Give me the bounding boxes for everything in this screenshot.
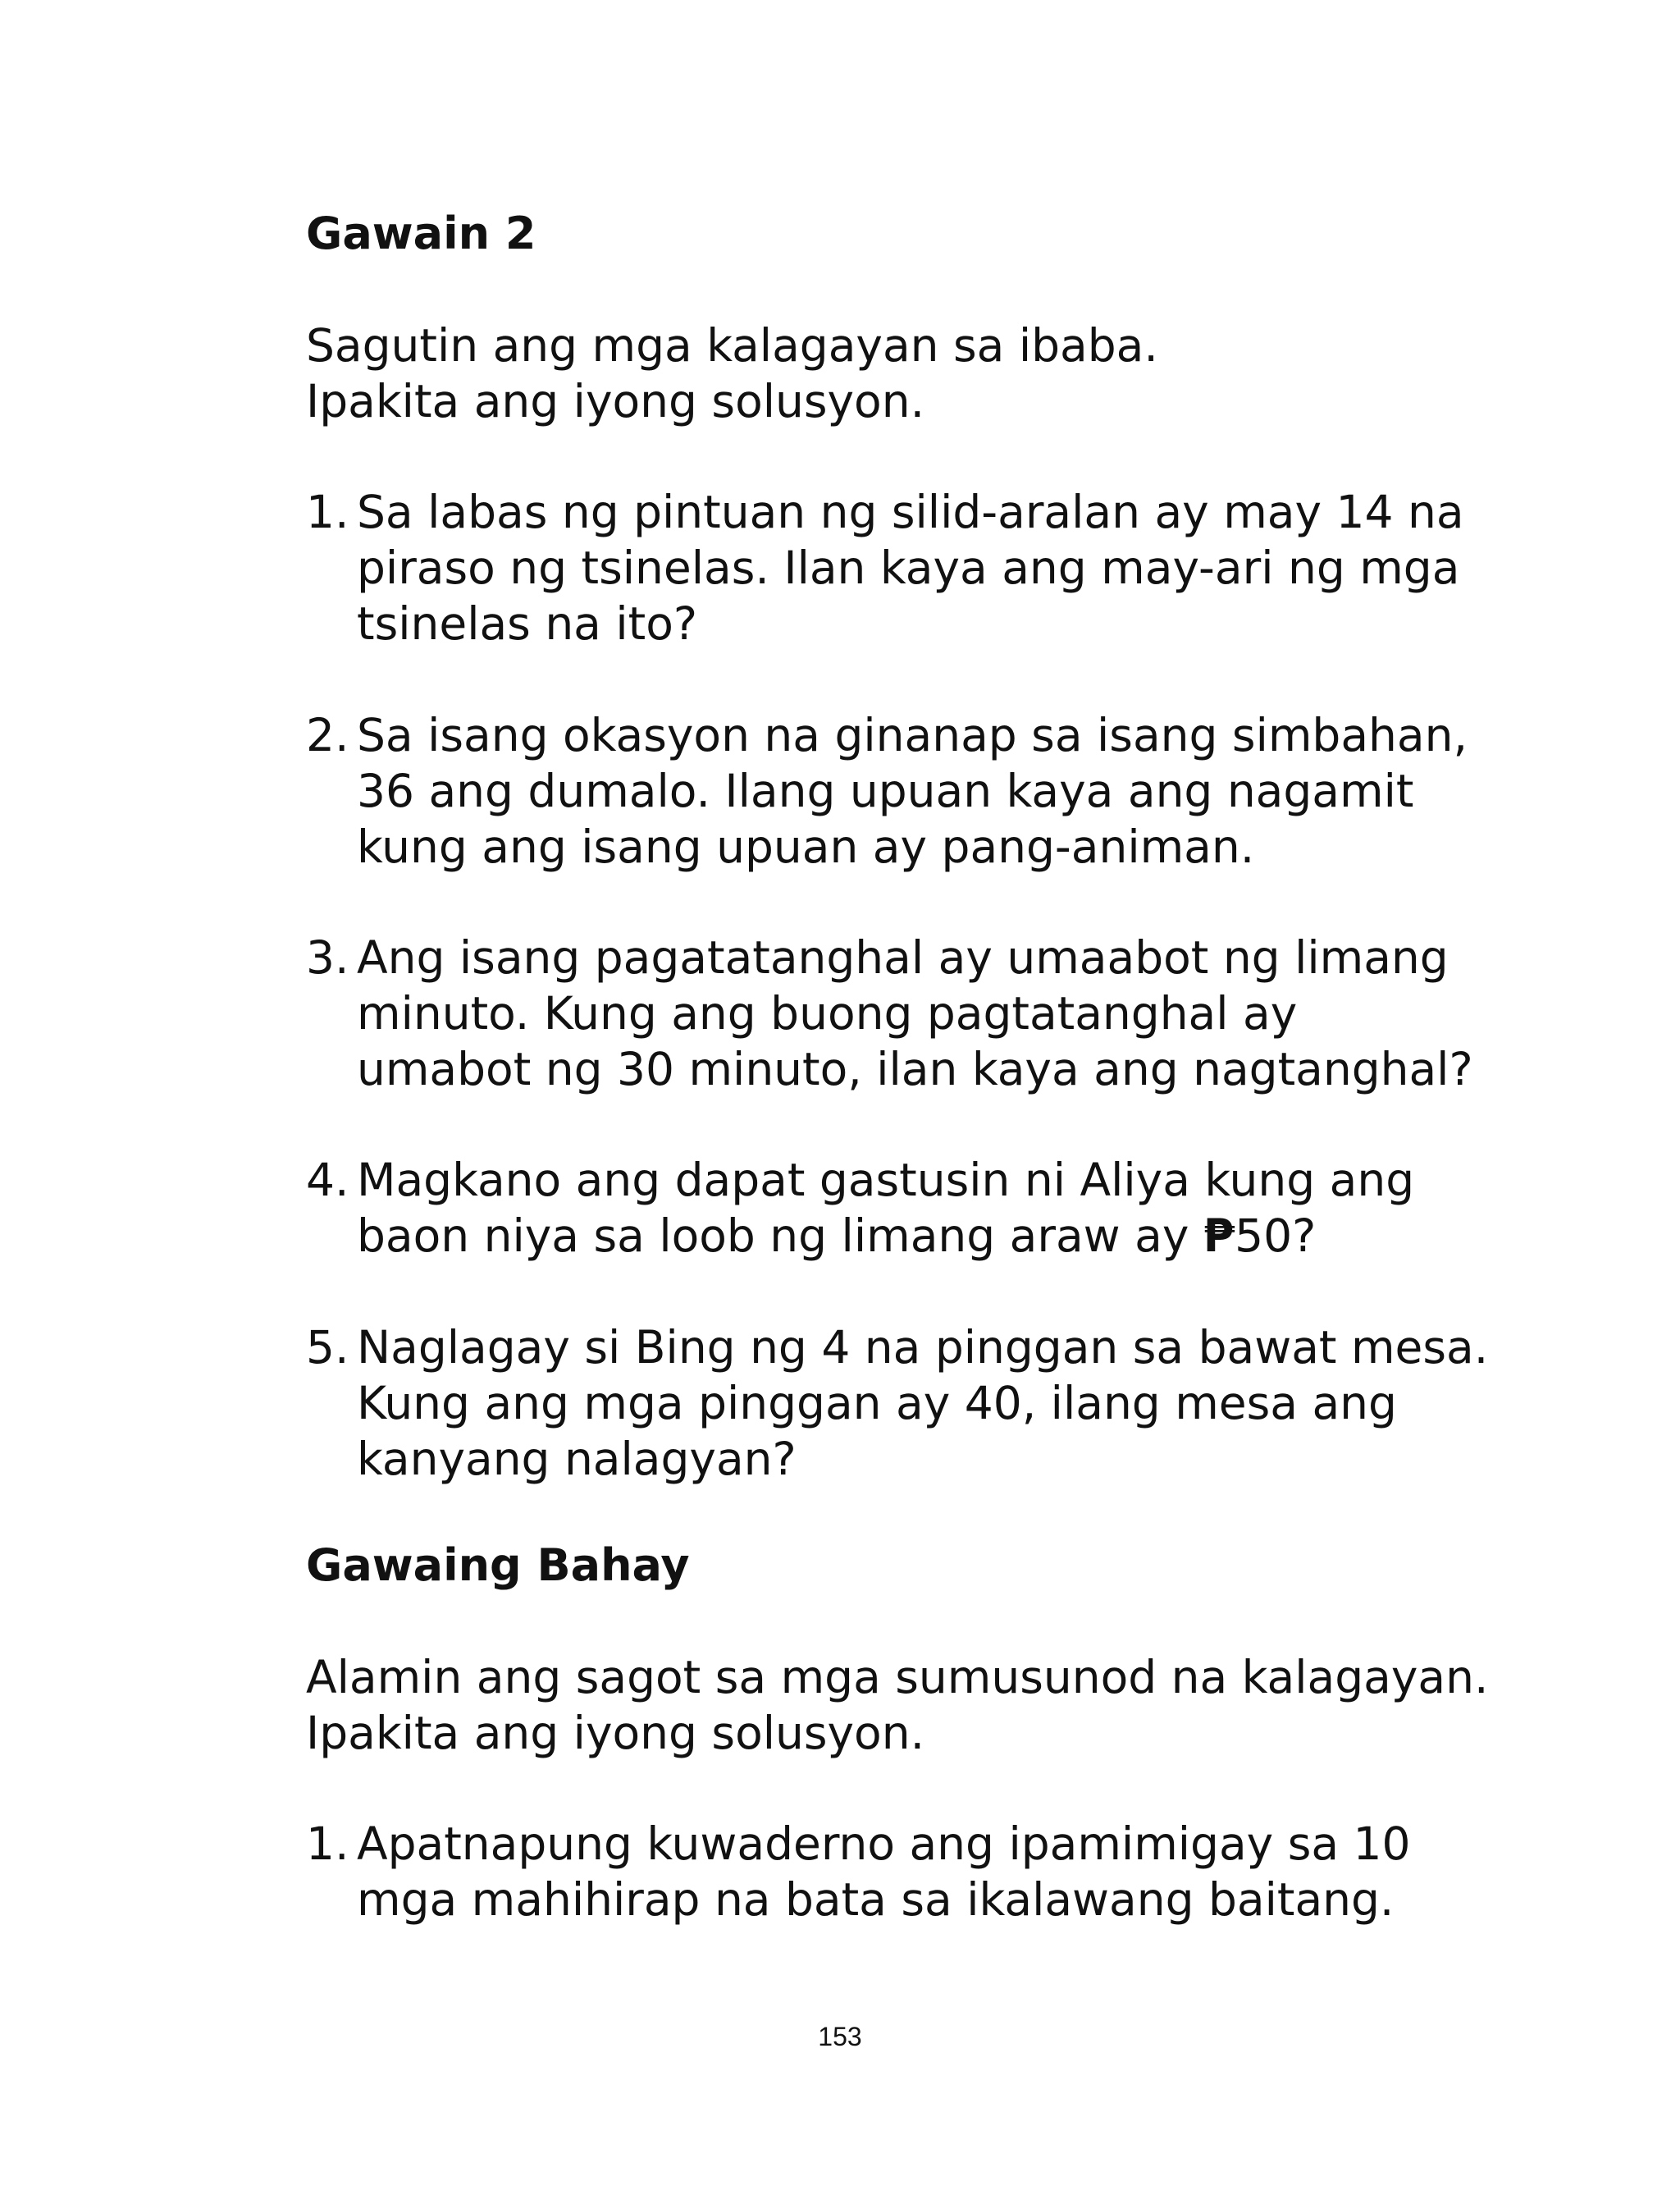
- instruction-line: Ipakita ang iyong solusyon.: [306, 375, 925, 427]
- section-title-gawain-2: Gawain 2: [306, 208, 536, 259]
- question-line: kanyang nalagyan?: [357, 1433, 797, 1485]
- question-number: 2.: [306, 709, 349, 761]
- question-line-text: baon niya sa loob ng limang araw ay: [357, 1209, 1203, 1262]
- question-line: umabot ng 30 minuto, ilan kaya ang nagtanghal?: [357, 1043, 1473, 1095]
- instruction-line: Alamin ang sagot sa mga sumusunod na kalagayan.: [306, 1651, 1489, 1703]
- question-number: 5.: [306, 1321, 349, 1374]
- question-text: [357, 484, 1520, 652]
- instruction-line: Sagutin ang mga kalagayan sa ibaba.: [306, 319, 1158, 372]
- question-line: Naglagay si Bing ng 4 na pinggan sa bawat mesa.: [357, 1321, 1489, 1374]
- question-1: [306, 484, 1520, 652]
- instruction-line: Ipakita ang iyong solusyon.: [306, 1707, 925, 1759]
- question-line: minuto. Kung ang buong pagtatanghal ay: [357, 987, 1298, 1040]
- question-line: piraso ng tsinelas. Ilan kaya ang may-ari ng mga: [357, 542, 1460, 594]
- question-text: [357, 930, 1520, 1097]
- question-line: mga mahihirap na bata sa ikalawang baitang.: [357, 1873, 1395, 1926]
- question-3: [306, 930, 1520, 1097]
- question-2: [306, 707, 1520, 875]
- question-line: 36 ang dumalo. Ilang upuan kaya ang nagamit: [357, 765, 1414, 817]
- question-number: 3.: [306, 931, 349, 984]
- question-line: Sa labas ng pintuan ng silid-aralan ay may 14 na: [357, 486, 1464, 538]
- question-4: [306, 1152, 1520, 1264]
- question-line: Sa isang okasyon na ginanap sa isang simbahan,: [357, 709, 1468, 761]
- peso-sign: ₱: [1203, 1209, 1235, 1262]
- question-text: [357, 707, 1520, 875]
- section1-instructions: [306, 318, 1158, 429]
- question-text: [357, 1319, 1520, 1487]
- question-line: tsinelas na ito?: [357, 597, 698, 650]
- question-line: Kung ang mga pinggan ay 40, ilang mesa ang: [357, 1377, 1397, 1429]
- question-line: Apatnapung kuwaderno ang ipamimigay sa 10: [357, 1817, 1411, 1870]
- amount-text: 50?: [1235, 1209, 1317, 1262]
- question-line: Magkano ang dapat gastusin ni Aliya kung ang: [357, 1154, 1415, 1206]
- question-5: [306, 1319, 1520, 1487]
- section2-instructions: [306, 1649, 1488, 1761]
- question-number: 1.: [306, 1817, 349, 1870]
- page-number: 153: [818, 2022, 862, 2051]
- question-number: 1.: [306, 486, 349, 538]
- question-text: [357, 1816, 1520, 1927]
- question-line: kung ang isang upuan ay pang-animan.: [357, 821, 1255, 873]
- section-title-gawaing-bahay: Gawaing Bahay: [306, 1539, 690, 1591]
- question-line: [357, 1208, 1520, 1264]
- question-line: Ang isang pagatatanghal ay umaabot ng limang: [357, 931, 1449, 984]
- question-number: 4.: [306, 1154, 349, 1206]
- question-text: [357, 1152, 1520, 1264]
- homework-question-1: [306, 1816, 1520, 1927]
